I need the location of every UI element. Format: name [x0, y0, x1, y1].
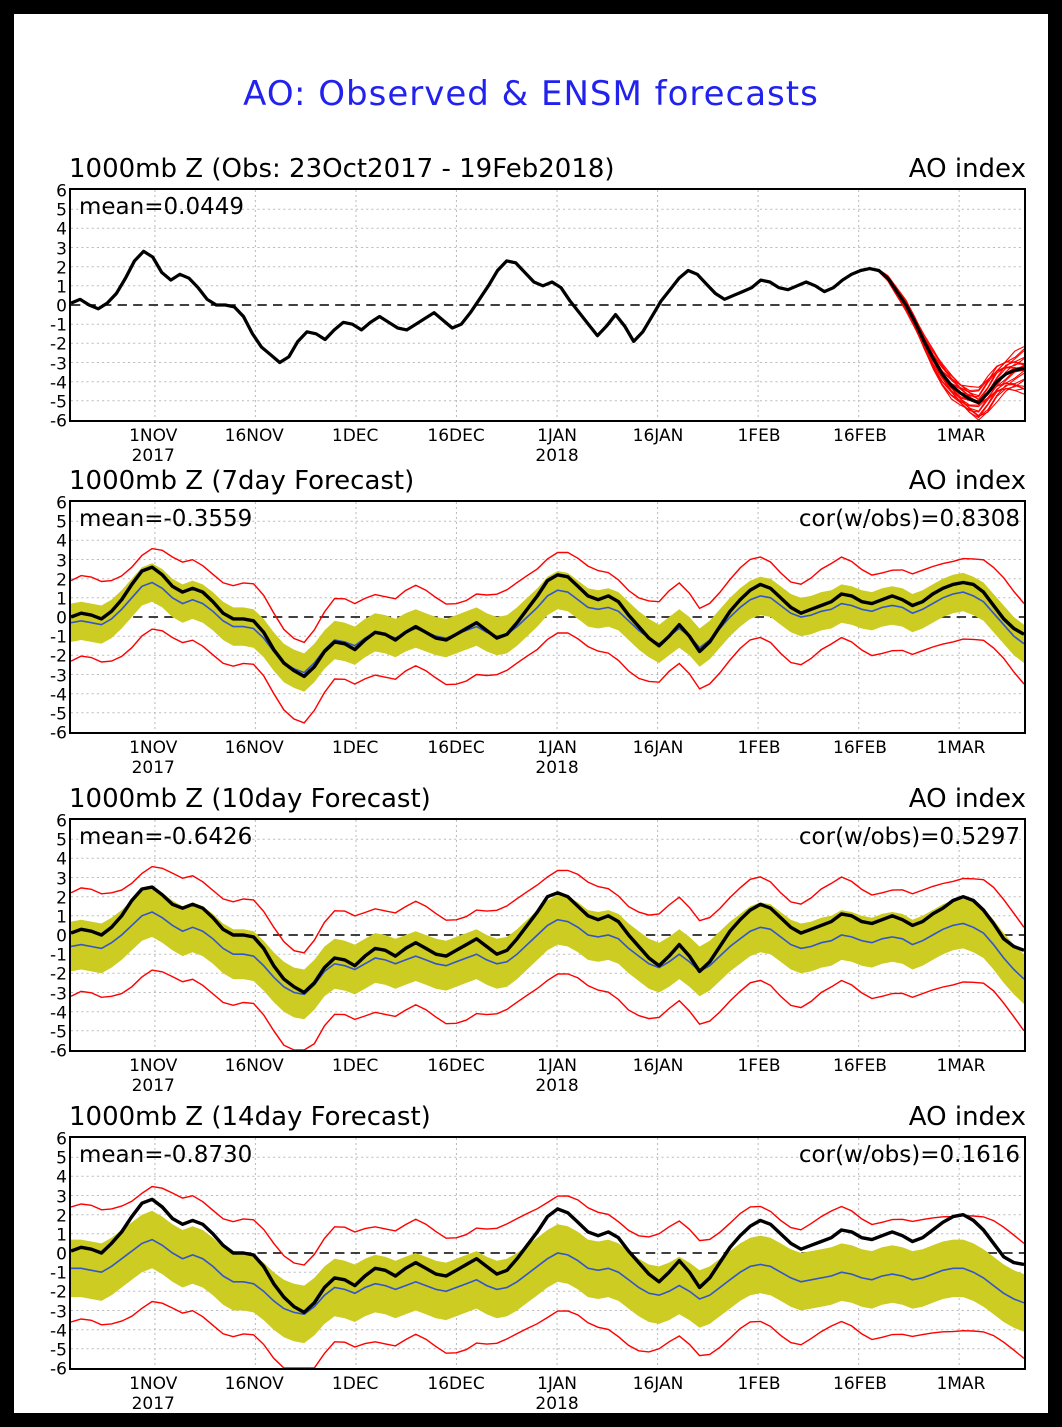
x-axis-labels [69, 734, 1026, 778]
x-tick-label: 1FEB [737, 1056, 781, 1076]
y-tick-label: 1 [56, 589, 67, 610]
y-tick-label: 1 [56, 1225, 67, 1246]
x-tick-label: 16DEC [427, 1374, 485, 1394]
correlation-annotation: cor(w/obs)=0.5297 [798, 824, 1020, 850]
x-axis-labels [69, 1052, 1026, 1096]
x-tick-label: 16DEC [427, 1056, 485, 1076]
y-tick-label: -6 [50, 411, 67, 432]
y-tick-label: -4 [50, 1321, 67, 1342]
x-tick-label: 16NOV [224, 426, 284, 446]
x-tick-label: 1DEC [331, 1374, 379, 1394]
panel-header-14day-forecast [14, 1102, 1048, 1136]
x-tick-label: 16JAN [632, 1374, 684, 1394]
mean-annotation: mean=0.0449 [79, 194, 244, 220]
plot-area-7day-forecast [50, 493, 1026, 744]
x-tick-label: 16FEB [833, 1056, 887, 1076]
y-tick-label: 3 [56, 239, 67, 259]
y-axis-labels [33, 811, 67, 1062]
y-tick-label: 3 [56, 1187, 67, 1207]
x-tick-label: 16DEC [427, 738, 485, 758]
x-tick-label: 1NOV 2017 [129, 426, 178, 466]
y-axis-labels [33, 493, 67, 744]
x-tick-label: 1NOV 2017 [129, 738, 178, 778]
x-tick-label: 16FEB [833, 426, 887, 446]
plot-wrapper-10day-forecast [50, 811, 1026, 1062]
plot-area-14day-forecast [50, 1129, 1026, 1380]
y-tick-label: 2 [56, 258, 67, 279]
chart-panel-14day-forecast [14, 1102, 1048, 1414]
x-tick-label: 1DEC [331, 426, 379, 446]
x-tick-label: 1JAN 2018 [535, 738, 579, 778]
x-tick-label: 16JAN [632, 1056, 684, 1076]
y-tick-label: 1 [56, 907, 67, 928]
y-tick-label: 4 [56, 849, 67, 870]
series-canvas [71, 1138, 1024, 1368]
y-tick-label: -5 [50, 704, 67, 725]
correlation-annotation: cor(w/obs)=0.1616 [798, 1142, 1020, 1168]
y-tick-label: 2 [56, 888, 67, 909]
x-tick-label: 16JAN [632, 426, 684, 446]
y-tick-label: -5 [50, 392, 67, 413]
y-tick-label: 4 [56, 1167, 67, 1188]
y-tick-label: 2 [56, 1206, 67, 1227]
y-tick-label: -4 [50, 373, 67, 394]
y-tick-label: 6 [56, 181, 67, 202]
x-tick-label: 1MAR [936, 738, 986, 758]
y-tick-label: -1 [50, 627, 67, 648]
plot-wrapper-14day-forecast [50, 1129, 1026, 1380]
y-tick-label: 6 [56, 493, 67, 514]
mean-annotation: mean=-0.3559 [79, 506, 253, 532]
mean-annotation: mean=-0.6426 [79, 824, 253, 850]
x-tick-label: 16DEC [427, 426, 485, 446]
y-tick-label: -2 [50, 334, 67, 355]
x-tick-label: 1MAR [936, 426, 986, 446]
y-tick-label: -1 [50, 1263, 67, 1284]
x-tick-label: 1DEC [331, 1056, 379, 1076]
y-tick-label: 5 [56, 830, 67, 851]
y-tick-label: -1 [50, 945, 67, 966]
page-title: AO: Observed & ENSM forecasts [243, 74, 819, 114]
x-tick-label: 1JAN 2018 [535, 1374, 579, 1414]
figure-sheet [14, 14, 1048, 1413]
y-tick-label: -3 [50, 984, 67, 1004]
y-tick-label: -2 [50, 646, 67, 667]
y-tick-label: -6 [50, 723, 67, 744]
x-axis-labels [69, 1370, 1026, 1414]
y-tick-label: 6 [56, 811, 67, 832]
x-tick-label: 1MAR [936, 1056, 986, 1076]
x-tick-label: 16NOV [224, 1056, 284, 1076]
x-tick-label: 1FEB [737, 426, 781, 446]
panel-header-7day-forecast [14, 466, 1048, 500]
y-tick-label: 0 [56, 926, 67, 947]
x-tick-label: 16FEB [833, 1374, 887, 1394]
x-tick-label: 16NOV [224, 1374, 284, 1394]
plot-wrapper-7day-forecast [50, 493, 1026, 744]
y-tick-label: 3 [56, 551, 67, 571]
x-tick-label: 1NOV 2017 [129, 1056, 178, 1096]
panel-units-label: AO index [908, 784, 1026, 814]
y-tick-label: -4 [50, 1003, 67, 1024]
x-tick-label: 1JAN 2018 [535, 1056, 579, 1096]
panel-title: 1000mb Z (14day Forecast) [69, 1102, 431, 1132]
y-tick-label: 5 [56, 512, 67, 533]
series-canvas [71, 820, 1024, 1050]
y-tick-label: 0 [56, 296, 67, 317]
x-tick-label: 1MAR [936, 1374, 986, 1394]
x-tick-label: 1DEC [331, 738, 379, 758]
chart-panel-10day-forecast [14, 784, 1048, 1096]
panel-units-label: AO index [908, 154, 1026, 184]
y-tick-label: -6 [50, 1041, 67, 1062]
chart-panel-7day-forecast [14, 466, 1048, 778]
x-tick-label: 1NOV 2017 [129, 1374, 178, 1414]
y-tick-label: -1 [50, 315, 67, 336]
y-tick-label: 1 [56, 277, 67, 298]
chart-panel-observed [14, 154, 1048, 466]
y-tick-label: -2 [50, 964, 67, 985]
x-tick-label: 1FEB [737, 1374, 781, 1394]
y-tick-label: -5 [50, 1340, 67, 1361]
panel-title: 1000mb Z (7day Forecast) [69, 466, 415, 496]
panel-header-10day-forecast [14, 784, 1048, 818]
y-tick-label: -3 [50, 1302, 67, 1322]
y-tick-label: 0 [56, 1244, 67, 1265]
y-tick-label: 3 [56, 869, 67, 889]
x-tick-label: 16NOV [224, 738, 284, 758]
panel-title: 1000mb Z (Obs: 23Oct2017 - 19Feb2018) [69, 154, 615, 184]
y-tick-label: 5 [56, 1148, 67, 1169]
y-axis-labels [33, 1129, 67, 1380]
series-canvas [71, 190, 1024, 420]
y-tick-label: -2 [50, 1282, 67, 1303]
plot-area-observed [50, 181, 1026, 432]
plot-area-10day-forecast [50, 811, 1026, 1062]
mean-annotation: mean=-0.8730 [79, 1142, 253, 1168]
x-tick-label: 1FEB [737, 738, 781, 758]
x-tick-label: 16FEB [833, 738, 887, 758]
x-tick-label: 16JAN [632, 738, 684, 758]
y-tick-label: 4 [56, 219, 67, 240]
y-axis-labels [33, 181, 67, 432]
y-tick-label: -4 [50, 685, 67, 706]
plot-wrapper-observed [50, 181, 1026, 432]
panel-title: 1000mb Z (10day Forecast) [69, 784, 431, 814]
y-tick-label: 0 [56, 608, 67, 629]
y-tick-label: -3 [50, 354, 67, 374]
panel-units-label: AO index [908, 1102, 1026, 1132]
y-tick-label: 5 [56, 200, 67, 221]
x-tick-label: 1JAN 2018 [535, 426, 579, 466]
y-tick-label: 2 [56, 570, 67, 591]
y-tick-label: -6 [50, 1359, 67, 1380]
panel-header-observed [14, 154, 1048, 188]
series-canvas [71, 502, 1024, 732]
y-tick-label: -3 [50, 666, 67, 686]
panel-units-label: AO index [908, 466, 1026, 496]
y-tick-label: 6 [56, 1129, 67, 1150]
correlation-annotation: cor(w/obs)=0.8308 [798, 506, 1020, 532]
y-tick-label: -5 [50, 1022, 67, 1043]
x-axis-labels [69, 422, 1026, 466]
y-tick-label: 4 [56, 531, 67, 552]
